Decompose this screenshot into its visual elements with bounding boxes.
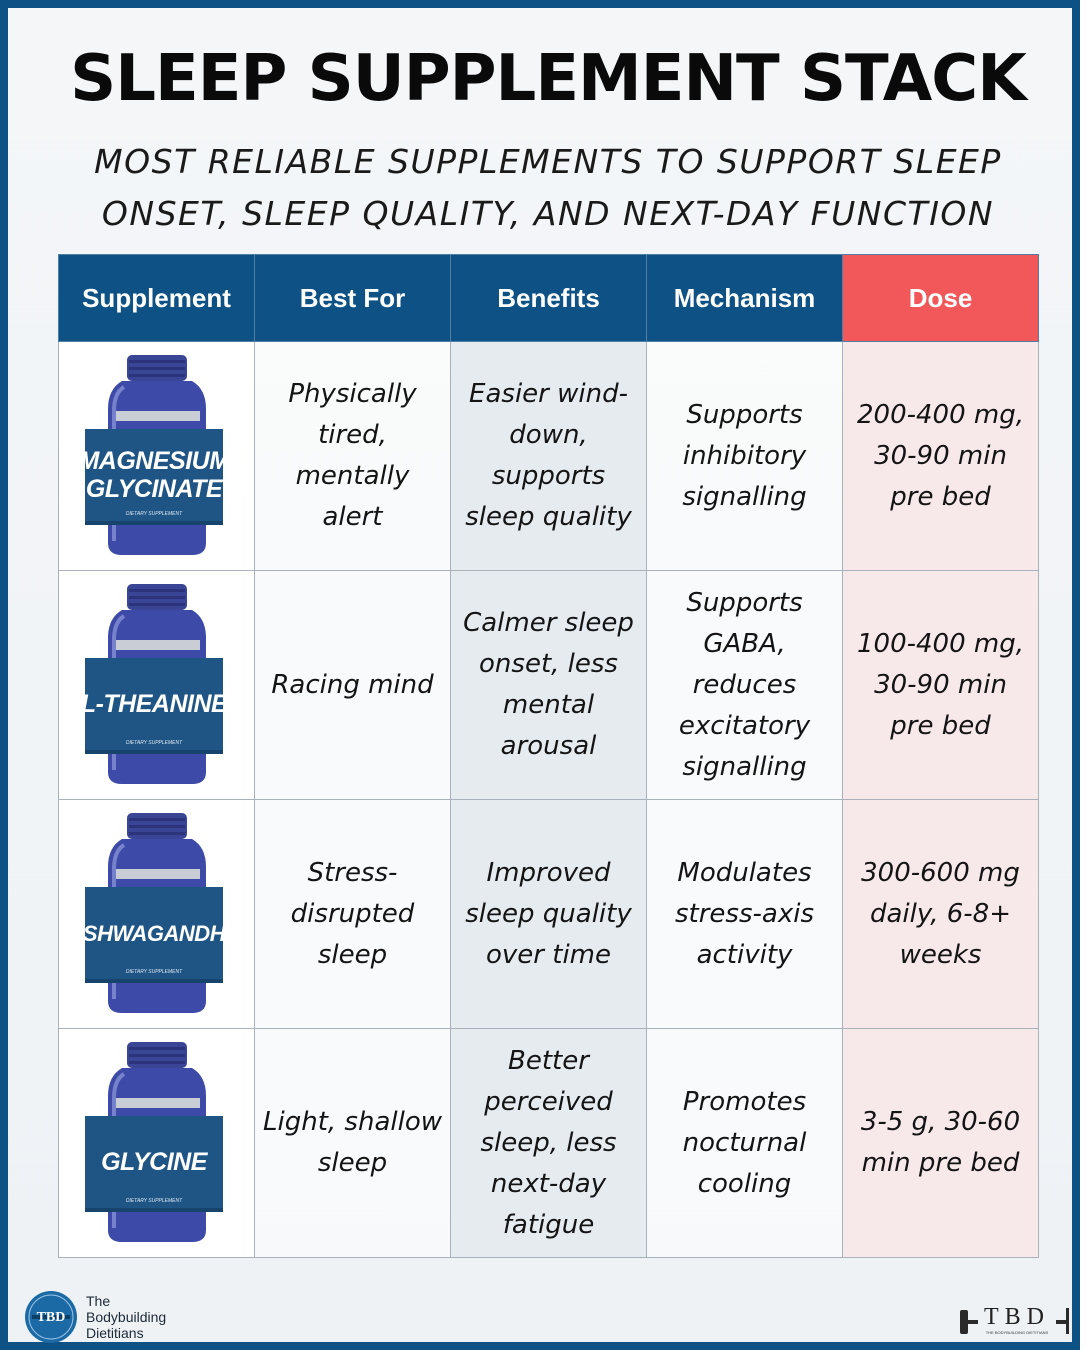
column-header-supplement: Supplement: [59, 255, 255, 342]
benefits-cell: Improved sleep quality over time: [451, 800, 647, 1029]
mechanism-cell: Modulates stress-axis activity: [647, 800, 843, 1029]
wordmark-subtext: THE BODYBUILDING DIETITIANS: [985, 1330, 1049, 1335]
dose-cell: 200-400 mg, 30-90 min pre bed: [843, 342, 1039, 571]
subtitle-line-1: MOST RELIABLE SUPPLEMENTS TO SUPPORT SLEEP: [94, 142, 1002, 181]
column-header-best-for: Best For: [255, 255, 451, 342]
supplement-image-cell: [59, 342, 255, 571]
supplement-bottle-image: [77, 351, 232, 561]
supplement-bottle-image: [67, 809, 240, 1019]
column-header-mechanism: Mechanism: [647, 255, 843, 342]
brand-footer: [24, 1290, 166, 1344]
supplement-image-cell: [59, 1029, 255, 1258]
dose-cell: 100-400 mg, 30-90 min pre bed: [843, 571, 1039, 800]
tbd-badge-logo: [24, 1290, 78, 1344]
benefits-cell: Easier wind-down, supports sleep quality: [451, 342, 647, 571]
bottle-label-line-1: ASHWAGANDHA: [67, 921, 240, 946]
best-for-cell: Stress-disrupted sleep: [255, 800, 451, 1029]
dose-cell: 300-600 mg daily, 6-8+ weeks: [843, 800, 1039, 1029]
supplement-image-cell: [59, 571, 255, 800]
best-for-cell: Racing mind: [255, 571, 451, 800]
page-subtitle: [68, 136, 1028, 240]
subtitle-line-2: ONSET, SLEEP QUALITY, AND NEXT-DAY FUNCTION: [101, 194, 995, 233]
fork-icon: [1066, 1308, 1069, 1334]
brand-line-1: The: [86, 1293, 111, 1309]
column-header-dose: Dose: [843, 255, 1039, 342]
bottle-label-line-2: GLYCINATE: [85, 475, 222, 503]
best-for-cell: Light, shallow sleep: [255, 1029, 451, 1258]
table-header-row: [59, 255, 1039, 342]
brand-line-3: Dietitians: [86, 1325, 144, 1341]
benefits-cell: Calmer sleep onset, less mental arousal: [451, 571, 647, 800]
table-row: [59, 1029, 1039, 1258]
brand-name: [86, 1293, 166, 1341]
mechanism-cell: Supports inhibitory signalling: [647, 342, 843, 571]
best-for-cell: Physically tired, mentally alert: [255, 342, 451, 571]
page-title: SLEEP SUPPLEMENT STACK: [70, 42, 1026, 116]
bottle-small-text: DIETARY SUPPLEMENT: [125, 740, 182, 746]
wordmark-text: TBD: [984, 1304, 1050, 1330]
dose-cell: 3-5 g, 30-60 min pre bed: [843, 1029, 1039, 1258]
table-row: [59, 800, 1039, 1029]
bottle-small-text: DIETARY SUPPLEMENT: [125, 969, 182, 975]
bottle-small-text: DIETARY SUPPLEMENT: [125, 511, 182, 517]
table-row: [59, 342, 1039, 571]
benefits-cell: Better perceived sleep, less next-day fatigue: [451, 1029, 647, 1258]
bottle-label-line-1: L-THEANINE: [80, 690, 227, 718]
mechanism-cell: Promotes nocturnal cooling: [647, 1029, 843, 1258]
tbd-wordmark-logo: [958, 1298, 1076, 1346]
table-row: [59, 571, 1039, 800]
supplement-image-cell: [59, 800, 255, 1029]
supplement-bottle-image: [82, 1038, 232, 1248]
supplement-bottle-image: [82, 580, 232, 790]
badge-text: TBD: [36, 1310, 66, 1325]
column-header-benefits: Benefits: [451, 255, 647, 342]
brand-line-2: Bodybuilding: [86, 1309, 167, 1325]
bottle-label-line-1: GLYCINE: [100, 1148, 207, 1176]
bottle-small-text: DIETARY SUPPLEMENT: [125, 1198, 182, 1204]
mechanism-cell: Supports GABA, reduces excitatory signalling: [647, 571, 843, 800]
bottle-label-line-1: MAGNESIUM: [77, 447, 230, 475]
supplement-table: [58, 254, 1039, 1258]
barbell-plate-left-icon: [960, 1310, 968, 1334]
